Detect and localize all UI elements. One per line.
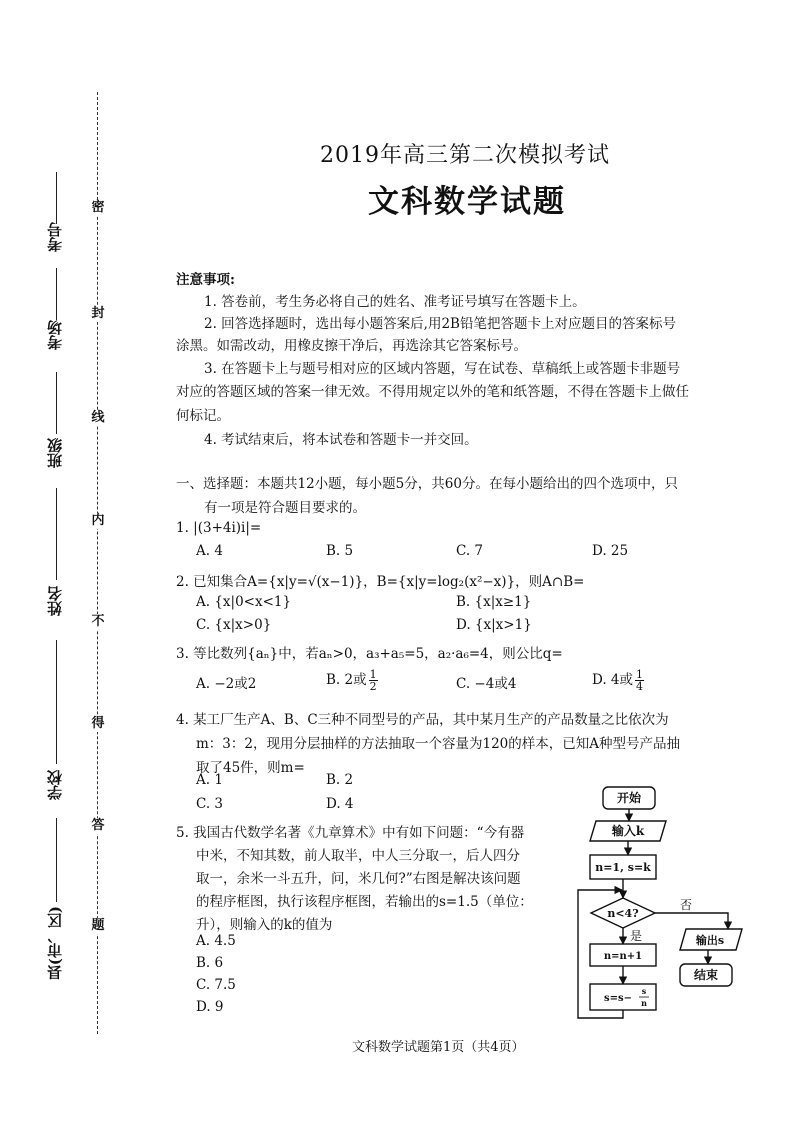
seal-char: 密 xyxy=(91,200,105,215)
q1-option-b: B. 5 xyxy=(326,543,354,559)
q3-option-b xyxy=(326,668,378,692)
notice-line: 2. 回答选择题时，选出每小题答案后,用2B铅笔把答题卡上对应题目的答案标号 xyxy=(204,316,676,332)
notice-heading: 注意事项: xyxy=(176,272,235,288)
seal-char: 得 xyxy=(91,716,105,731)
q2-option-c: C. {x|x>0} xyxy=(196,617,272,633)
q5-line: 中米，不知其数，前人取半，中人三分取一，后人四分 xyxy=(196,848,520,864)
q4-option-a: A. 1 xyxy=(196,772,223,788)
q4-option-d: D. 4 xyxy=(326,796,354,812)
q3-option-d xyxy=(592,668,644,692)
q2-stem: 2. 已知集合A={x|y=√(x−1)}，B={x|y=log₂(x²−x)}，则A∩B= xyxy=(176,574,585,590)
section1-heading-cont: 有一项是符合题目要求的。 xyxy=(204,500,366,516)
q1-stem: 1. |(3+4i)i|= xyxy=(176,520,262,536)
page-footer: 文科数学试题第1页（共4页） xyxy=(352,1040,525,1055)
field-county: 县(市、区) xyxy=(46,906,64,981)
q4-option-b: B. 2 xyxy=(326,772,354,788)
flow-output-label: 输出s xyxy=(695,934,725,947)
seal-char: 题 xyxy=(91,918,105,933)
field-name: 姓名 xyxy=(46,586,64,616)
notice-line: 涂黑。如需改动，用橡皮擦干净后，再选涂其它答案标号。 xyxy=(176,338,527,354)
flow-increment-label: n=n+1 xyxy=(603,951,643,962)
flow-update-numerator: s xyxy=(641,986,647,996)
field-school: 学校 xyxy=(46,770,64,800)
flow-update-denominator: n xyxy=(641,998,647,1008)
q5-option-d: D. 9 xyxy=(196,999,224,1015)
q1-option-a: A. 4 xyxy=(196,543,223,559)
flow-init-label: n=1, s=k xyxy=(595,861,651,874)
school-line xyxy=(56,640,57,764)
flow-no-label: 否 xyxy=(680,898,693,912)
seal-char: 线 xyxy=(91,410,105,425)
q2-option-d: D. {x|x>1} xyxy=(456,617,532,633)
flow-yes-label: 是 xyxy=(630,929,643,943)
notice-line: 4. 考试结束后，将本试卷和答题卡一并交回。 xyxy=(204,432,478,448)
paper-title: 文科数学试题 xyxy=(368,184,566,220)
q3-option-d-text: D. 4或 xyxy=(592,672,634,688)
field-exam-number: 考号 xyxy=(46,222,64,252)
notice-line: 对应的答题区域的答案一律无效。不得用规定以外的笔和纸答题，不得在答题卡上做任 xyxy=(176,384,689,400)
flow-start-label: 开始 xyxy=(616,791,642,805)
notice-line: 3. 在答题卡上与题号相对应的区域内答题，写在试卷、草稿纸上或答题卡非题号 xyxy=(204,361,681,377)
q2-option-b: B. {x|x≥1} xyxy=(456,594,532,610)
county-line xyxy=(56,818,57,902)
q3-option-a: A. −2或2 xyxy=(196,676,257,692)
q3-option-d-fraction: $\frac{1}{4}$ xyxy=(636,668,644,693)
q1-option-d: D. 25 xyxy=(592,543,629,559)
q3-stem: 3. 等比数列{aₙ}中，若aₙ>0，a₃+a₅=5，a₂·a₆=4，则公比q= xyxy=(176,646,563,662)
class-line xyxy=(56,372,57,434)
q4-line: m：3：2，现用分层抽样的方法抽取一个容量为120的样本，已知A种型号产品抽 xyxy=(196,736,680,752)
exam-room-line xyxy=(56,268,57,320)
program-flowchart xyxy=(570,780,760,1025)
seal-dashed-line xyxy=(97,92,98,1034)
notice-line: 1. 答卷前，考生务必将自己的姓名、准考证号填写在答题卡上。 xyxy=(204,294,586,310)
name-line xyxy=(56,488,57,580)
q5-line: 5. 我国古代数学名著《九章算术》中有如下问题：“今有器 xyxy=(176,825,525,841)
q5-line: 取一，余米一斗五升，问，米几何?”右图是解决该问题 xyxy=(196,871,521,887)
binding-margin xyxy=(0,0,130,1124)
q5-line: 升），则输入的k的值为 xyxy=(196,917,333,933)
field-exam-room: 考场 xyxy=(46,320,64,350)
q3-option-c: C. −4或4 xyxy=(456,676,517,692)
q5-option-a: A. 4.5 xyxy=(196,933,236,949)
flow-input-label: 输入k xyxy=(611,824,645,838)
seal-char: 答 xyxy=(91,818,105,833)
flow-end-label: 结束 xyxy=(693,968,719,982)
q5-option-c: C. 7.5 xyxy=(196,977,236,993)
seal-char: 封 xyxy=(91,306,105,321)
q4-line: 4. 某工厂生产A、B、C三种不同型号的产品，其中某月生产的产品数量之比依次为 xyxy=(176,712,669,728)
notice-line: 何标记。 xyxy=(176,408,230,424)
flow-update-label: s=s− xyxy=(603,993,633,1004)
seal-char: 内 xyxy=(91,513,105,528)
flow-condition-label: n<4? xyxy=(607,907,639,920)
q1-option-c: C. 7 xyxy=(456,543,484,559)
q5-option-b: B. 6 xyxy=(196,955,224,971)
q4-line: 取了45件，则m= xyxy=(196,760,305,776)
q3-option-b-fraction: $\frac{1}{2}$ xyxy=(369,668,377,693)
field-class: 班级 xyxy=(46,438,64,468)
exam-title: 2019年高三第二次模拟考试 xyxy=(320,143,610,168)
q5-line: 的程序框图，执行该程序框图，若输出的s=1.5（单位： xyxy=(196,894,533,910)
seal-char: 不 xyxy=(91,614,105,629)
exam-number-line xyxy=(56,172,57,224)
section1-heading: 一、选择题：本题共12小题，每小题5分，共60分。在每小题给出的四个选项中，只 xyxy=(176,476,678,492)
q3-option-b-text: B. 2或 xyxy=(326,672,367,688)
q4-option-c: C. 3 xyxy=(196,796,224,812)
q2-option-a: A. {x|0<x<1} xyxy=(196,594,292,610)
